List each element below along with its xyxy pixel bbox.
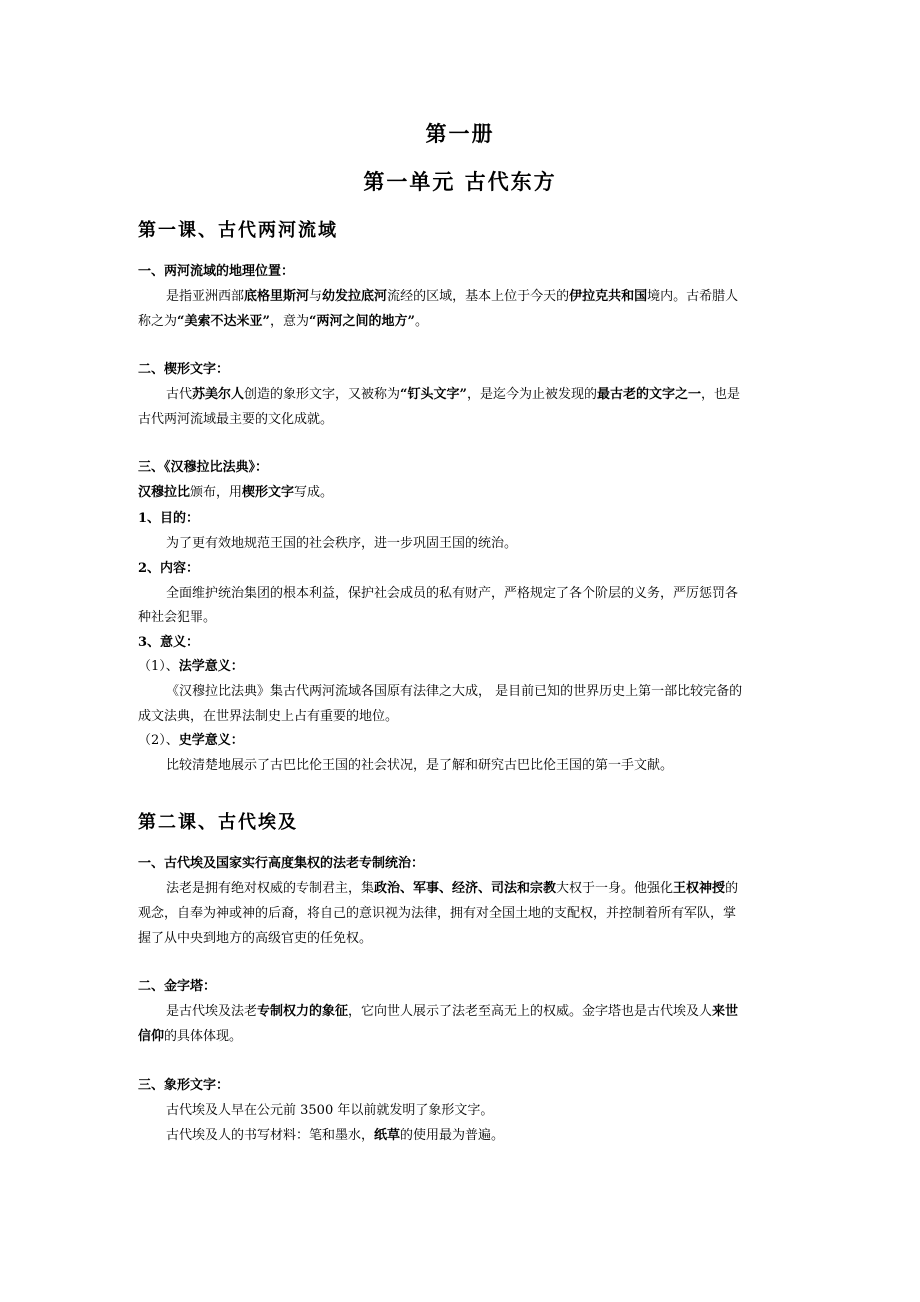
section-heading: 二、楔形文字： [138,362,230,377]
paragraph-line: 汉穆拉比颁布，用楔形文字写成。 [138,485,334,500]
paragraph-line: 种社会犯罪。 [138,610,217,625]
section-heading: 二、金字塔： [138,979,217,994]
subheading: 1、目的： [138,511,200,526]
subheading: （1）、法学意义： [138,659,244,674]
paragraph-line: 称之为“美索不达米亚”，意为“两河之间的地方”。 [138,314,428,329]
paragraph-line: 成文法典，在世界法制史上占有重要的地位。 [138,709,399,724]
paragraph-line: 是指亚洲西部底格里斯河与幼发拉底河流经的区域，基本上位于今天的伊拉克共和国境内。古希腊人 [166,289,739,304]
section-heading: 三、象形文字： [138,1078,230,1093]
paragraph-line: 古代埃及人早在公元前 3500 年以前就发明了象形文字。 [166,1103,494,1118]
unit-title: 第一单元 古代东方 [363,169,557,194]
paragraph-line: 信仰的具体体现。 [138,1029,243,1044]
section-heading: 三、《汉穆拉比法典》： [138,460,269,475]
subheading: 2、内容： [138,561,200,576]
paragraph-line: 是古代埃及法老专制权力的象征，它向世人展示了法老至高无上的权威。金字塔也是古代埃及人来世 [166,1004,739,1019]
paragraph-line: 观念，自奉为神或神的后裔，将自己的意识视为法律，拥有对全国土地的支配权，并控制着所有军队，掌 [138,906,737,921]
paragraph-line: 古代两河流域最主要的文化成就。 [138,412,334,427]
subheading: 3、意义： [138,635,200,650]
paragraph-line: 古代苏美尔人创造的象形文字，又被称为“钉头文字”，是迄今为止被发现的最古老的文字之一，也是 [166,387,741,402]
paragraph-line: 法老是拥有绝对权威的专制君主，集政治、军事、经济、司法和宗教大权于一身。他强化王权神授的 [166,881,739,896]
paragraph-line: 为了更有效地规范王国的社会秩序，进一步巩固王国的统治。 [166,536,518,551]
paragraph-line: 《汉穆拉比法典》集古代两河流域各国原有法律之大成， 是目前已知的世界历史上第一部比较完备的 [166,684,743,699]
paragraph-line: 握了从中央到地方的高级官吏的任免权。 [138,931,373,946]
paragraph-line: 古代埃及人的书写材料：笔和墨水，纸草的使用最为普遍。 [166,1128,505,1143]
section-heading: 一、古代埃及国家实行高度集权的法老专制统治： [138,856,425,871]
section-heading: 一、两河流域的地理位置： [138,264,295,279]
subheading: （2）、史学意义： [138,733,244,748]
paragraph-line: 全面维护统治集团的根本利益，保护社会成员的私有财产，严格规定了各个阶层的义务，严厉惩罚各 [166,586,739,601]
lesson-title: 第一课、古代两河流域 [138,220,338,241]
lesson-title: 第二课、古代埃及 [138,812,298,833]
paragraph-line: 比较清楚地展示了古巴比伦王国的社会状况，是了解和研究古巴比伦王国的第一手文献。 [166,758,674,773]
book-title: 第一册 [425,121,495,146]
